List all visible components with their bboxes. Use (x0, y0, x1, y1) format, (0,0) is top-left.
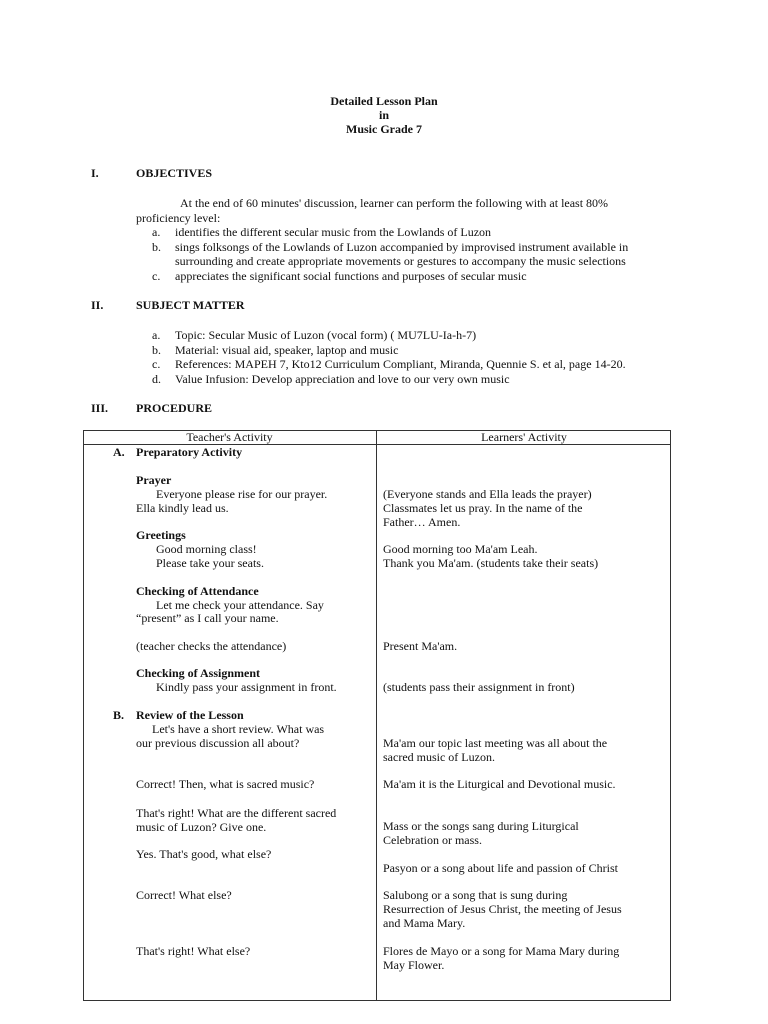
column-header-learner: Learners' Activity (481, 430, 567, 444)
subject-letter-a: a. (152, 328, 161, 342)
procedure-heading: PROCEDURE (136, 401, 213, 415)
learner-answer-6-line2: May Flower. (383, 958, 445, 972)
learner-answer-5-line3: and Mama Mary. (383, 916, 466, 930)
teacher-question-5: That's right! What else? (136, 944, 251, 958)
teacher-question-2-line1: That's right! What are the different sacred (136, 806, 337, 820)
subject-letter-d: d. (152, 372, 161, 386)
teacher-review-line1: Let's have a short review. What was (152, 722, 325, 736)
teacher-question-1: Correct! Then, what is sacred music? (136, 777, 315, 791)
objectives-intro-line2: proficiency level: (136, 211, 221, 225)
section-b-title: Review of the Lesson (136, 708, 244, 722)
teacher-greeting-line1: Good morning class! (156, 542, 257, 556)
learner-prayer-line1: (Everyone stands and Ella leads the prayer) (383, 487, 592, 501)
learner-assignment: (students pass their assignment in front) (383, 680, 575, 694)
objective-item-c: appreciates the significant social functions and purposes of secular music (175, 269, 527, 283)
learner-answer-1-line1: Ma'am our topic last meeting was all about the (383, 736, 608, 750)
procedure-number: III. (91, 401, 109, 415)
learner-answer-1-line2: sacred music of Luzon. (383, 750, 495, 764)
teacher-question-4: Correct! What else? (136, 888, 232, 902)
learner-answer-3-line2: Celebration or mass. (383, 833, 482, 847)
objective-letter-a: a. (152, 225, 161, 239)
objective-letter-b: b. (152, 240, 161, 254)
learner-answer-6-line1: Flores de Mayo or a song for Mama Mary during (383, 944, 620, 958)
objective-item-b-line2: surrounding and create appropriate movements or gestures to accompany the music selections (175, 254, 626, 268)
section-b-letter: B. (113, 708, 125, 722)
greetings-heading: Greetings (136, 528, 186, 542)
teacher-question-3: Yes. That's good, what else? (136, 847, 272, 861)
subject-matter-heading: SUBJECT MATTER (136, 298, 245, 312)
teacher-attendance-line2: “present” as I call your name. (136, 611, 279, 625)
subject-item-value-infusion: Value Infusion: Develop appreciation and love to our very own music (175, 372, 510, 386)
learner-answer-2: Ma'am it is the Liturgical and Devotional music. (383, 777, 616, 791)
subject-item-topic: Topic: Secular Music of Luzon (vocal form) ( MU7LU-Ia-h-7) (175, 328, 477, 342)
objectives-intro-line1: At the end of 60 minutes' discussion, learner can perform the following with at least 80% (180, 196, 609, 210)
teacher-prayer-line2: Ella kindly lead us. (136, 501, 229, 515)
subject-item-material: Material: visual aid, speaker, laptop and music (175, 343, 399, 357)
teacher-prayer-line1: Everyone please rise for our prayer. (156, 487, 328, 501)
teacher-assignment-line1: Kindly pass your assignment in front. (156, 680, 337, 694)
objective-letter-c: c. (152, 269, 161, 283)
learner-answer-5-line1: Salubong or a song that is sung during (383, 888, 568, 902)
teacher-greeting-line2: Please take your seats. (156, 556, 264, 570)
doc-title-line1: Detailed Lesson Plan (330, 94, 438, 108)
doc-title-line2: in (378, 108, 389, 122)
learner-greeting-line1: Good morning too Ma'am Leah. (383, 542, 538, 556)
teacher-question-2-line2: music of Luzon? Give one. (136, 820, 267, 834)
doc-title-line3: Music Grade 7 (346, 122, 422, 136)
learner-attendance: Present Ma'am. (383, 639, 458, 653)
objectives-number: I. (91, 166, 99, 180)
section-a-letter: A. (113, 445, 125, 459)
learner-answer-3-line1: Mass or the songs sang during Liturgical (383, 819, 579, 833)
section-a-title: Preparatory Activity (136, 445, 243, 459)
objectives-heading: OBJECTIVES (136, 166, 213, 180)
learner-greeting-line2: Thank you Ma'am. (students take their seats) (383, 556, 599, 570)
teacher-attendance-line1: Let me check your attendance. Say (156, 598, 324, 612)
prayer-heading: Prayer (136, 473, 172, 487)
objective-item-a: identifies the different secular music from the Lowlands of Luzon (175, 225, 492, 239)
subject-matter-number: II. (91, 298, 104, 312)
attendance-heading: Checking of Attendance (136, 584, 259, 598)
learner-prayer-line2: Classmates let us pray. In the name of the (383, 501, 583, 515)
subject-item-references: References: MAPEH 7, Kto12 Curriculum Compliant, Miranda, Quennie S. et al, page 14-20. (175, 357, 626, 371)
subject-letter-c: c. (152, 357, 161, 371)
learner-answer-4: Pasyon or a song about life and passion of Christ (383, 861, 618, 875)
table-column-divider (376, 430, 377, 1001)
teacher-attendance-note: (teacher checks the attendance) (136, 639, 287, 653)
objective-item-b-line1: sings folksongs of the Lowlands of Luzon accompanied by improvised instrument available in (175, 240, 629, 254)
column-header-teacher: Teacher's Activity (186, 430, 273, 444)
assignment-heading: Checking of Assignment (136, 666, 261, 680)
subject-letter-b: b. (152, 343, 161, 357)
teacher-review-line2: our previous discussion all about? (136, 736, 300, 750)
learner-answer-5-line2: Resurrection of Jesus Christ, the meeting of Jesus (383, 902, 622, 916)
learner-prayer-line3: Father… Amen. (383, 515, 461, 529)
